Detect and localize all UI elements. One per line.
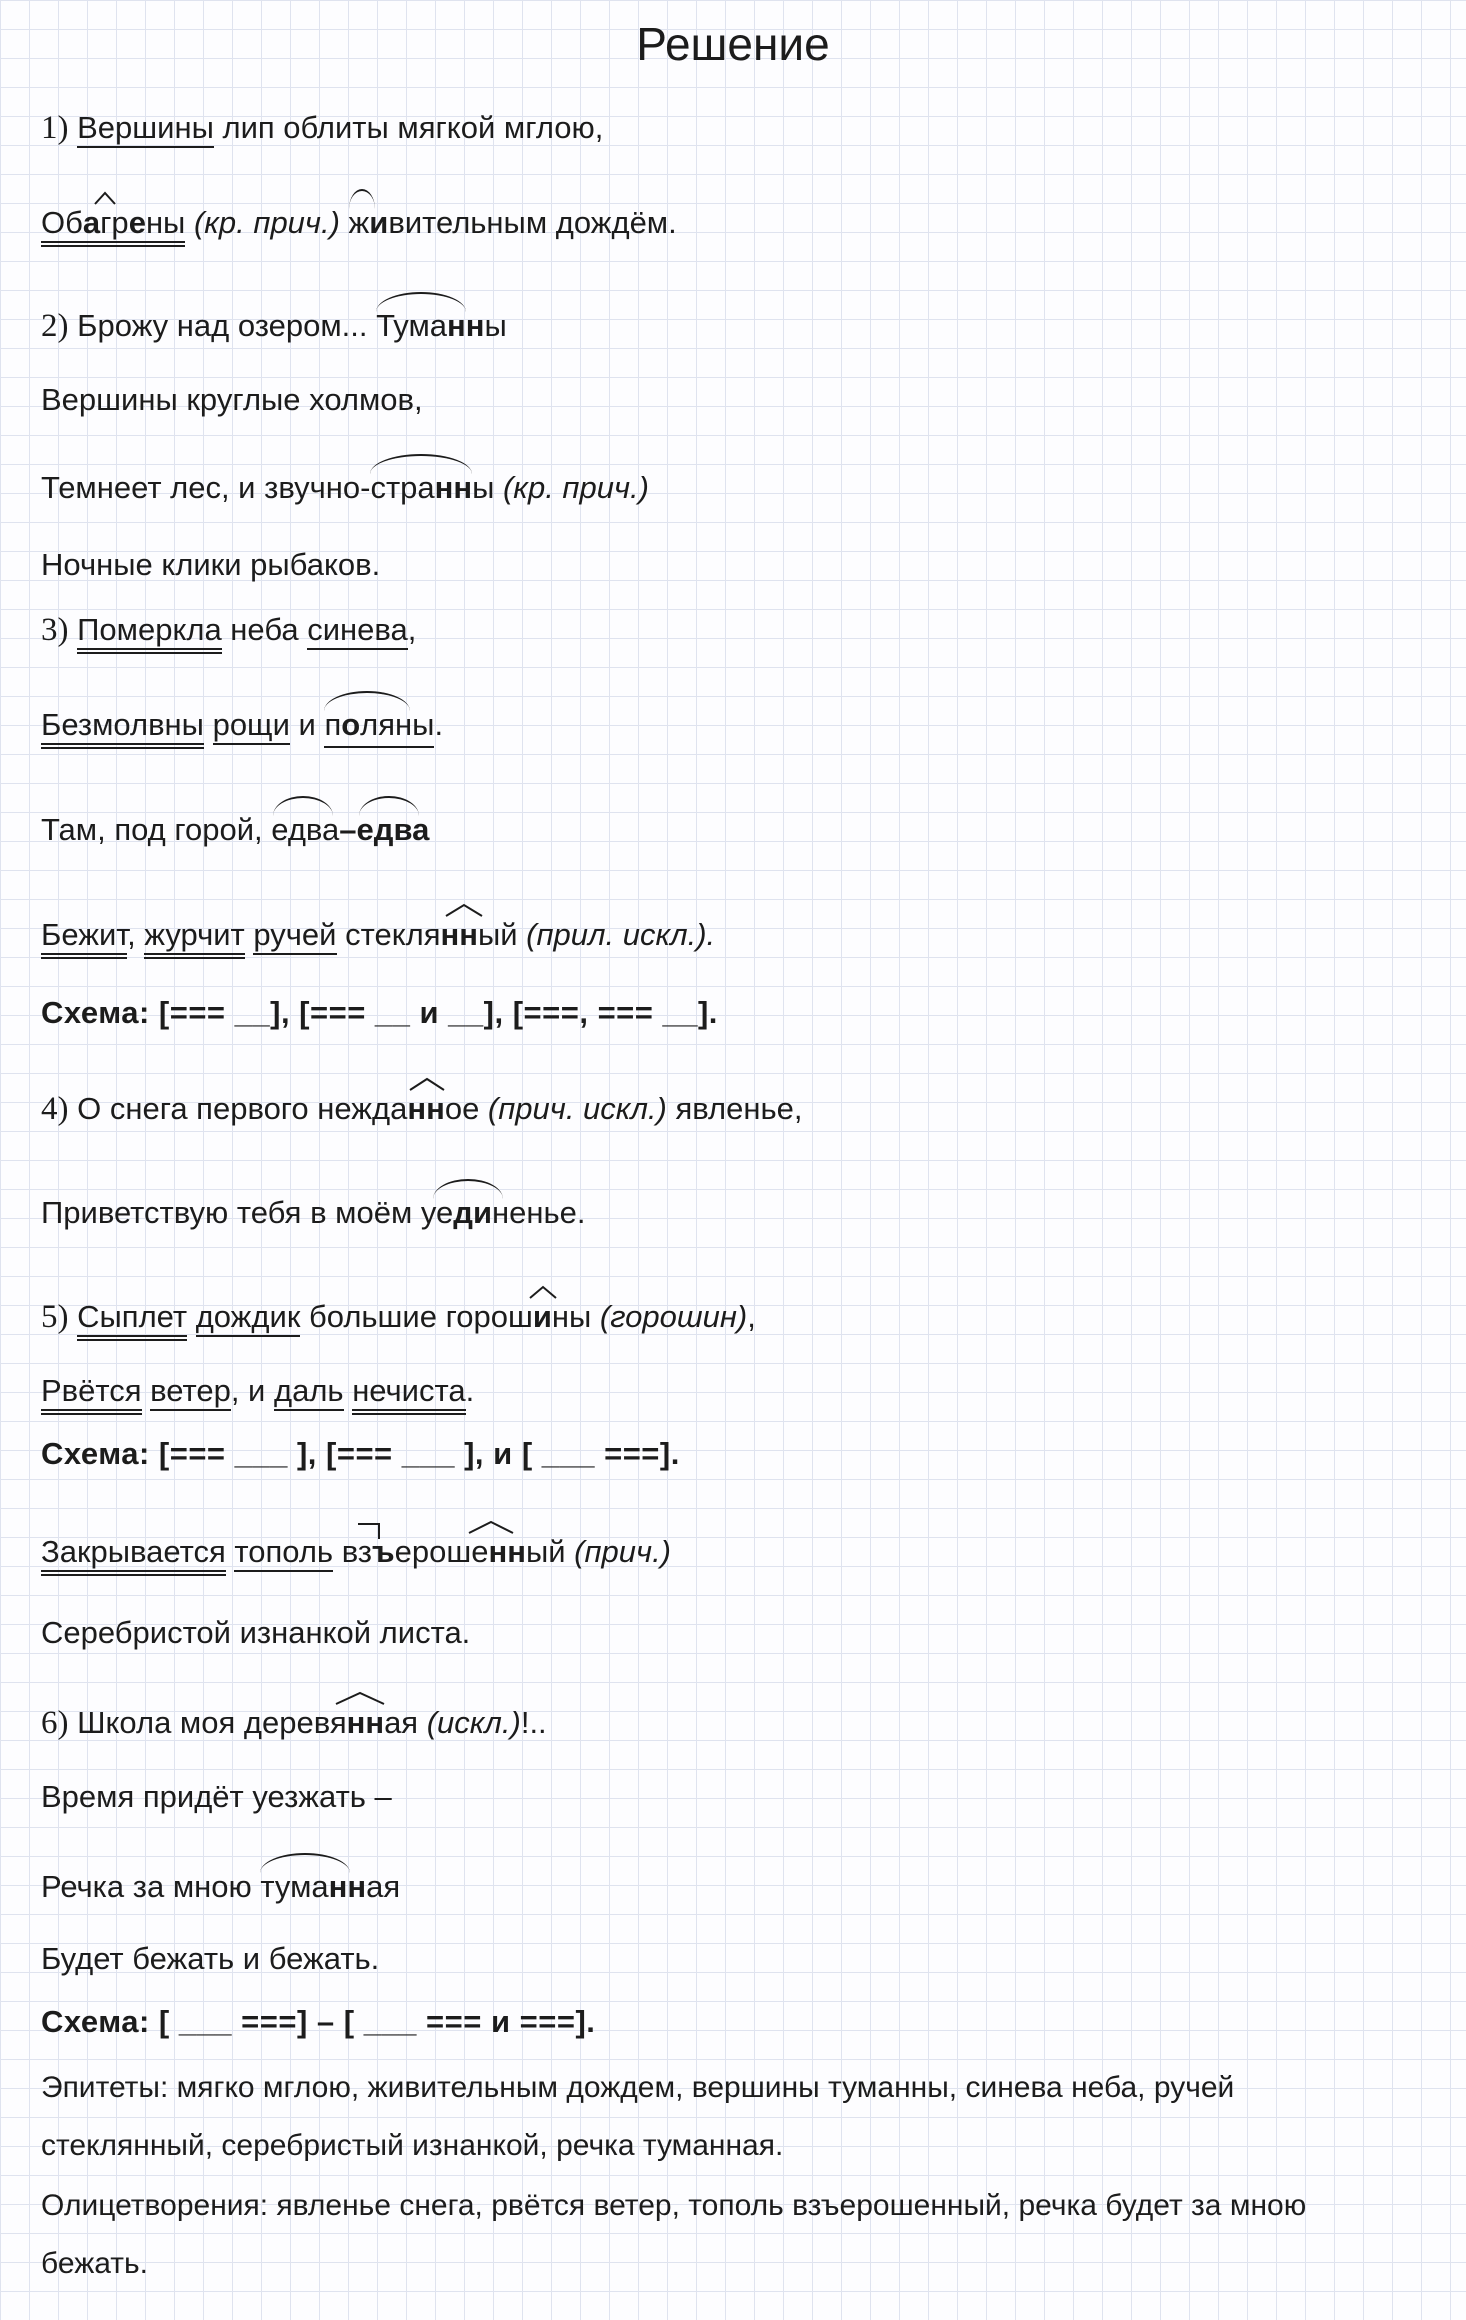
subject-word: Вершины [77, 110, 214, 148]
text: неба [221, 612, 308, 647]
marked-word: нный [441, 915, 518, 955]
schema-5 [41, 1434, 680, 1474]
epithets-line-2: стеклянный, серебристый изнанкой, речка туманная. [41, 2129, 784, 2162]
text: лип облиты мягкой мглою, [213, 110, 604, 145]
predicate-word: Сыплет [77, 1299, 187, 1341]
subject-word: дождик [196, 1299, 301, 1337]
predicate-word: Закрывается [41, 1534, 226, 1576]
personification-line-1: Олицетворения: явленье снега, рвётся ветер, тополь взъерошенный, речка будет за мною [41, 2189, 1307, 2222]
item-number-3: 3) [41, 612, 69, 648]
item-number-6: 6) [41, 1705, 69, 1741]
personification-line-2: бежать. [41, 2247, 148, 2280]
epithets-line-1: Эпитеты: мягко мглою, живительным дождем, вершины туманны, синева неба, ручей [41, 2071, 1235, 2104]
text: О снега первого нежда [68, 1091, 408, 1126]
line-6-1 [41, 1703, 547, 1743]
schema-3 [41, 993, 718, 1033]
text: Брожу над озером... [68, 308, 377, 343]
root-arc-icon [349, 189, 375, 209]
root-arc-icon [359, 796, 419, 816]
text: и [289, 707, 325, 742]
text: , [747, 1299, 756, 1334]
page-title: Решение [636, 18, 830, 70]
line-2-4: Ночные клики рыбаков. [41, 547, 381, 582]
note: (прич.) [565, 1534, 672, 1569]
item-number-2: 2) [41, 308, 69, 344]
text: Там, под горой, [41, 812, 272, 847]
subject-word: рощи [213, 707, 290, 745]
marked-word: едва [271, 810, 339, 850]
prefix-mark-icon [358, 1523, 380, 1539]
schema-text: [ ___ ===] – [ ___ === и ===]. [149, 2004, 596, 2039]
marked-word: нн [407, 1089, 444, 1129]
subject-word: поляны [324, 705, 434, 748]
predicate-word: Оба грены [41, 205, 185, 247]
line-6-2: Время придёт уезжать – [41, 1779, 392, 1814]
text: !.. [520, 1705, 547, 1740]
line-3-1 [41, 610, 416, 650]
predicate-word: журчит [144, 917, 244, 959]
predicate-word: Рвётся [41, 1373, 142, 1415]
text: ое [444, 1091, 480, 1126]
note: (искл.) [418, 1705, 521, 1740]
marked-word: ди [453, 1193, 492, 1233]
line-2-3 [41, 468, 649, 508]
text: . [434, 707, 444, 742]
line-5-3 [41, 1532, 671, 1572]
text: большие горош [300, 1299, 533, 1334]
suffix-mark-icon [445, 903, 483, 917]
text: ая [384, 1705, 419, 1740]
text: , и [230, 1373, 274, 1408]
text: вительным дождём. [388, 205, 677, 240]
subject-word: ветер [150, 1373, 231, 1411]
suffix-mark-icon [335, 1691, 385, 1705]
marked-word: жи [349, 203, 389, 243]
text: Приветствую тебя в моём уе [41, 1195, 454, 1230]
text: вз [333, 1534, 373, 1569]
subject-word: ручей [253, 917, 336, 955]
line-1-2 [41, 203, 677, 243]
schema-label: Схема: [41, 1436, 150, 1471]
line-1-1 [41, 108, 603, 148]
root-arc-icon [260, 1853, 350, 1873]
text: , [407, 612, 417, 647]
subject-word: тополь [234, 1534, 333, 1572]
marked-word: нн [347, 1703, 384, 1743]
predicate-word: Померкла [77, 612, 222, 654]
schema-label: Схема: [41, 995, 150, 1030]
item-number-5: 5) [41, 1299, 69, 1335]
note: (горошин) [591, 1299, 748, 1334]
root-arc-icon [273, 796, 333, 816]
root-arc-icon [376, 292, 466, 312]
suffix-mark-icon [409, 1077, 445, 1091]
text: . [465, 1373, 475, 1408]
line-4-1 [41, 1089, 802, 1129]
root-arc-icon [324, 691, 410, 711]
line-2-2: Вершины круглые холмов, [41, 382, 423, 417]
marked-word: нн [488, 1532, 525, 1572]
suffix-mark-icon [529, 1285, 557, 1299]
line-6-3 [41, 1867, 400, 1907]
schema-label: Схема: [41, 2004, 150, 2039]
schema-6 [41, 2002, 595, 2042]
item-number-1: 1) [41, 110, 69, 146]
subject-word: даль [274, 1373, 344, 1411]
line-5-4: Серебристой изнанкой листа. [41, 1615, 471, 1650]
text: Речка за мною [41, 1869, 261, 1904]
note: (кр. прич.) [185, 205, 349, 240]
root-arc-icon [370, 454, 472, 474]
marked-word: Туманны [376, 306, 507, 346]
line-3-3 [41, 810, 429, 850]
note: (прич. искл.) [479, 1091, 667, 1126]
line-3-2 [41, 705, 443, 748]
marked-word: и [533, 1297, 552, 1337]
root-mark-icon [94, 191, 116, 205]
note: (прил. искл.). [517, 917, 716, 952]
root-arc-icon [433, 1179, 503, 1199]
subject-word: синева [307, 612, 408, 650]
text: явленье, [666, 1091, 803, 1126]
predicate-word: Безмолвны [41, 707, 204, 749]
marked-word: ъ [372, 1532, 395, 1572]
text: ый [525, 1534, 566, 1569]
item-number-4: 4) [41, 1091, 69, 1127]
text: ны [551, 1299, 592, 1334]
dash: – [339, 812, 357, 847]
schema-text: [=== ___ ], [=== ___ ], и [ ___ ===]. [149, 1436, 680, 1471]
line-2-1 [41, 306, 507, 346]
line-3-4 [41, 915, 715, 955]
text: стекля [336, 917, 441, 952]
line-5-2 [41, 1371, 474, 1411]
line-5-1 [41, 1297, 756, 1337]
predicate-word: нечиста [352, 1373, 465, 1415]
marked-word: едва [357, 810, 430, 850]
text: , [127, 917, 145, 952]
text: ненье. [492, 1195, 586, 1230]
marked-word: странны [370, 468, 494, 508]
suffix-mark-icon [468, 1520, 514, 1534]
note: (кр. прич.) [494, 470, 649, 505]
marked-word: туманная [260, 1867, 400, 1907]
line-6-4: Будет бежать и бежать. [41, 1941, 380, 1976]
text: Школа моя деревя [68, 1705, 347, 1740]
text: ероше [394, 1534, 489, 1569]
text: Темнеет лес, и звучно- [41, 470, 371, 505]
line-4-2 [41, 1193, 586, 1233]
schema-text: [=== __], [=== __ и __], [===, === __]. [149, 995, 718, 1030]
predicate-word: Бежит [41, 917, 127, 959]
